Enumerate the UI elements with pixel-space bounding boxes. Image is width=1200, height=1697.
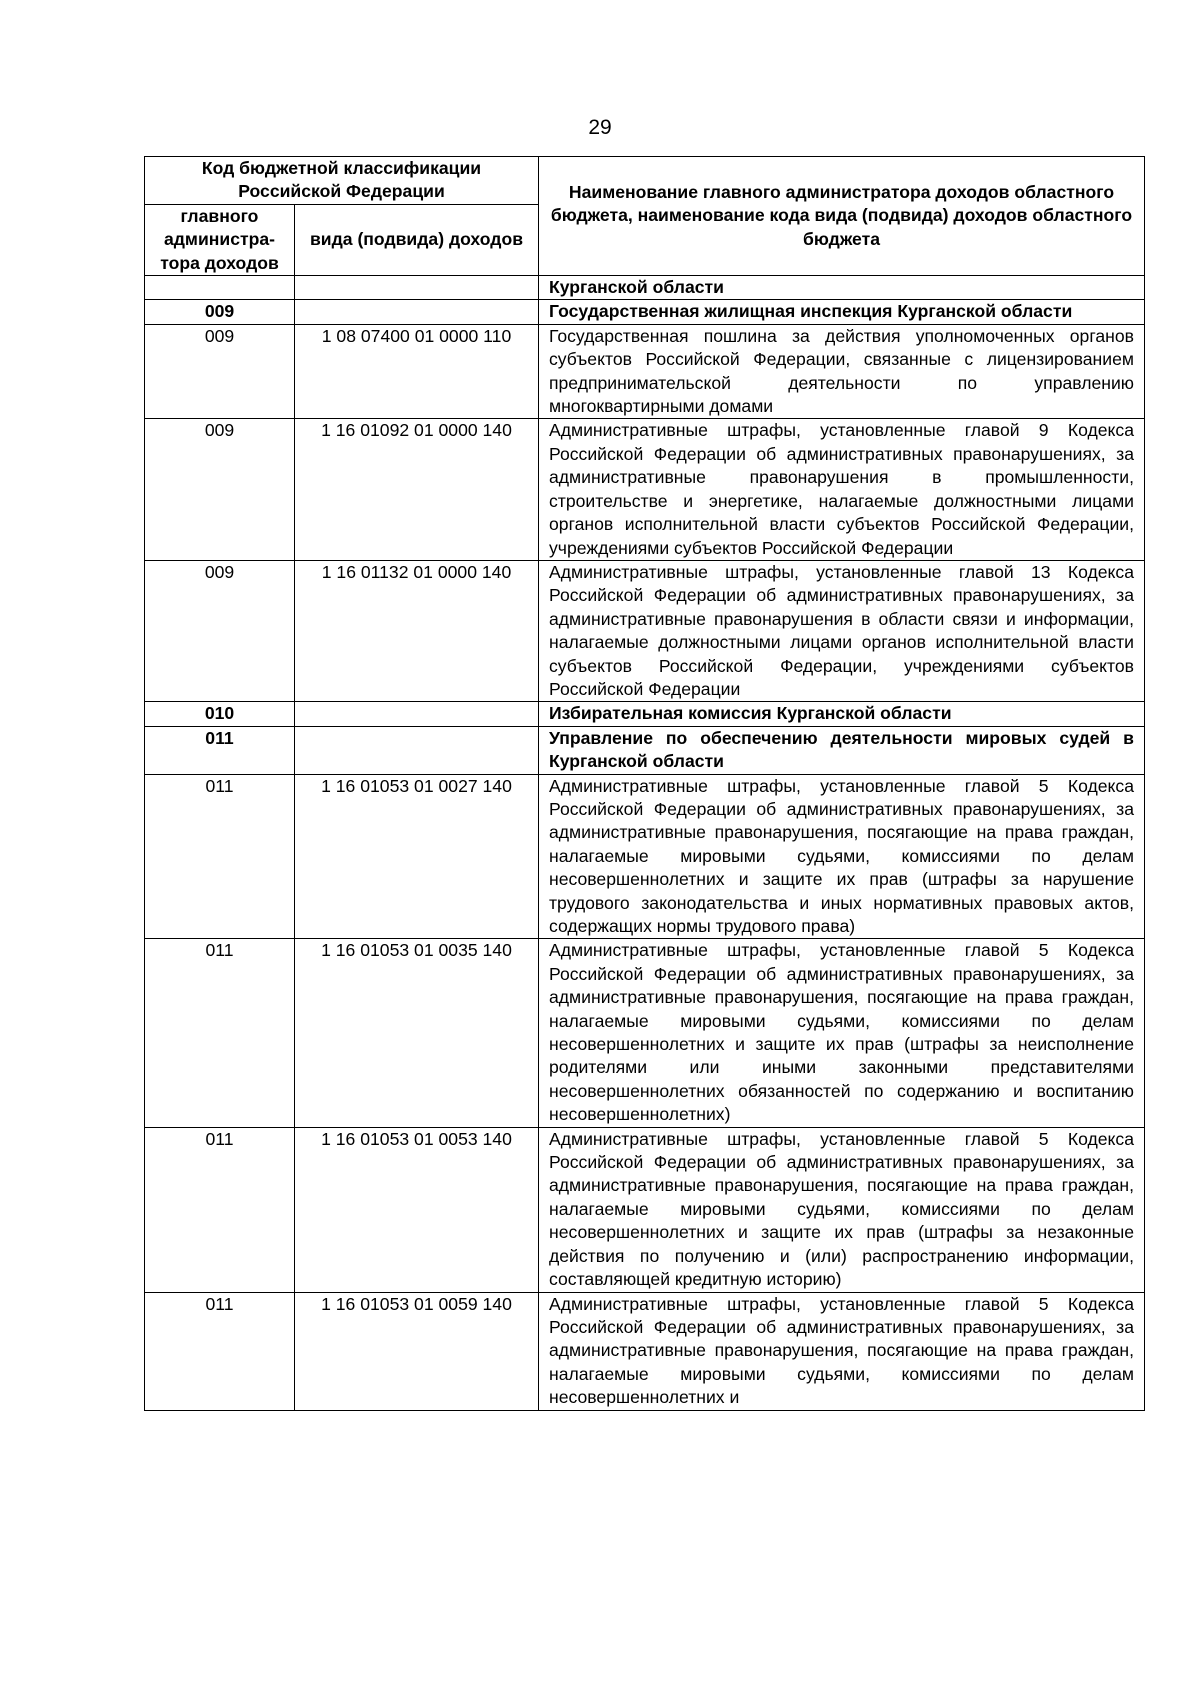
admin-code-cell [145,276,295,300]
header-group-bcc: Код бюджетной классификации Российской Федерации [145,157,539,205]
income-code-cell: 1 16 01092 01 0000 140 [295,419,539,560]
name-cell: Государственная жилищная инспекция Курганской области [539,300,1145,324]
table-row [145,1292,1145,1410]
header-col-admin: главного администра-тора доходов [145,204,295,275]
income-code-cell: 1 16 01132 01 0000 140 [295,560,539,701]
admin-code-cell: 011 [145,939,295,1127]
table-row [145,419,1145,560]
admin-code-cell: 009 [145,560,295,701]
income-code-cell: 1 16 01053 01 0027 140 [295,774,539,939]
name-cell: Избирательная комиссия Курганской области [539,702,1145,726]
table-row [145,939,1145,1127]
header-col-name: Наименование главного администратора доходов областного бюджета, наименование кода вида (подвида) доходов областного бюджета [539,157,1145,276]
header-col-code: вида (подвида) доходов [295,204,539,275]
admin-code-cell: 009 [145,300,295,324]
income-code-cell: 1 16 01053 01 0035 140 [295,939,539,1127]
table-row [145,726,1145,774]
admin-code-cell: 010 [145,702,295,726]
table-row [145,300,1145,324]
name-cell: Административные штрафы, установленные главой 5 Кодекса Российской Федерации об административных правонарушениях, за административные правонарушения, посягающие на права граждан, налагаемые мировыми судьями, комиссиями по делам несовершеннолетних и [539,1292,1145,1410]
income-code-cell [295,726,539,774]
admin-code-cell: 011 [145,774,295,939]
income-code-cell: 1 16 01053 01 0059 140 [295,1292,539,1410]
name-cell: Административные штрафы, установленные главой 5 Кодекса Российской Федерации об административных правонарушениях, за административные правонарушения, посягающие на права граждан, налагаемые мировыми судьями, комиссиями по делам несовершеннолетних и защите их прав (штрафы за незаконные действия по получению и (или) распространению информации, составляющей кредитную историю) [539,1127,1145,1292]
name-cell: Государственная пошлина за действия уполномоченных органов субъектов Российской Федерации, связанные с лицензированием предпринимательской деятельности по управлению многоквартирными домами [539,324,1145,419]
admin-code-cell: 009 [145,419,295,560]
table-row [145,560,1145,701]
income-code-cell [295,300,539,324]
table-body [145,276,1145,1411]
table-row [145,702,1145,726]
name-cell: Курганской области [539,276,1145,300]
name-cell: Управление по обеспечению деятельности мировых судей в Курганской области [539,726,1145,774]
income-code-cell [295,276,539,300]
page-number: 29 [588,116,612,139]
name-cell: Административные штрафы, установленные главой 5 Кодекса Российской Федерации об административных правонарушениях, за административные правонарушения, посягающие на права граждан, налагаемые мировыми судьями, комиссиями по делам несовершеннолетних и защите их прав (штрафы за нарушение трудового законодательства и иных нормативных правовых актов, содержащих нормы трудового права) [539,774,1145,939]
table-row [145,324,1145,419]
admin-code-cell: 009 [145,324,295,419]
budget-classification-table [144,156,1145,1411]
admin-code-cell: 011 [145,1292,295,1410]
income-code-cell: 1 16 01053 01 0053 140 [295,1127,539,1292]
admin-code-cell: 011 [145,1127,295,1292]
income-code-cell [295,702,539,726]
table-row [145,276,1145,300]
admin-code-cell: 011 [145,726,295,774]
name-cell: Административные штрафы, установленные главой 5 Кодекса Российской Федерации об административных правонарушениях, за административные правонарушения, посягающие на права граждан, налагаемые мировыми судьями, комиссиями по делам несовершеннолетних и защите их прав (штрафы за неисполнение родителями или иными законными представителями несовершеннолетних обязанностей по содержанию и воспитанию несовершеннолетних) [539,939,1145,1127]
table-row [145,774,1145,939]
table-row [145,1127,1145,1292]
income-code-cell: 1 08 07400 01 0000 110 [295,324,539,419]
name-cell: Административные штрафы, установленные главой 9 Кодекса Российской Федерации об административных правонарушениях, за административные правонарушения в промышленности, строительстве и энергетике, налагаемые должностными лицами органов исполнительной власти субъектов Российской Федерации, учреждениями субъектов Российской Федерации [539,419,1145,560]
name-cell: Административные штрафы, установленные главой 13 Кодекса Российской Федерации об административных правонарушениях, за административные правонарушения в области связи и информации, налагаемые должностными лицами органов исполнительной власти субъектов Российской Федерации, учреждениями субъектов Российской Федерации [539,560,1145,701]
